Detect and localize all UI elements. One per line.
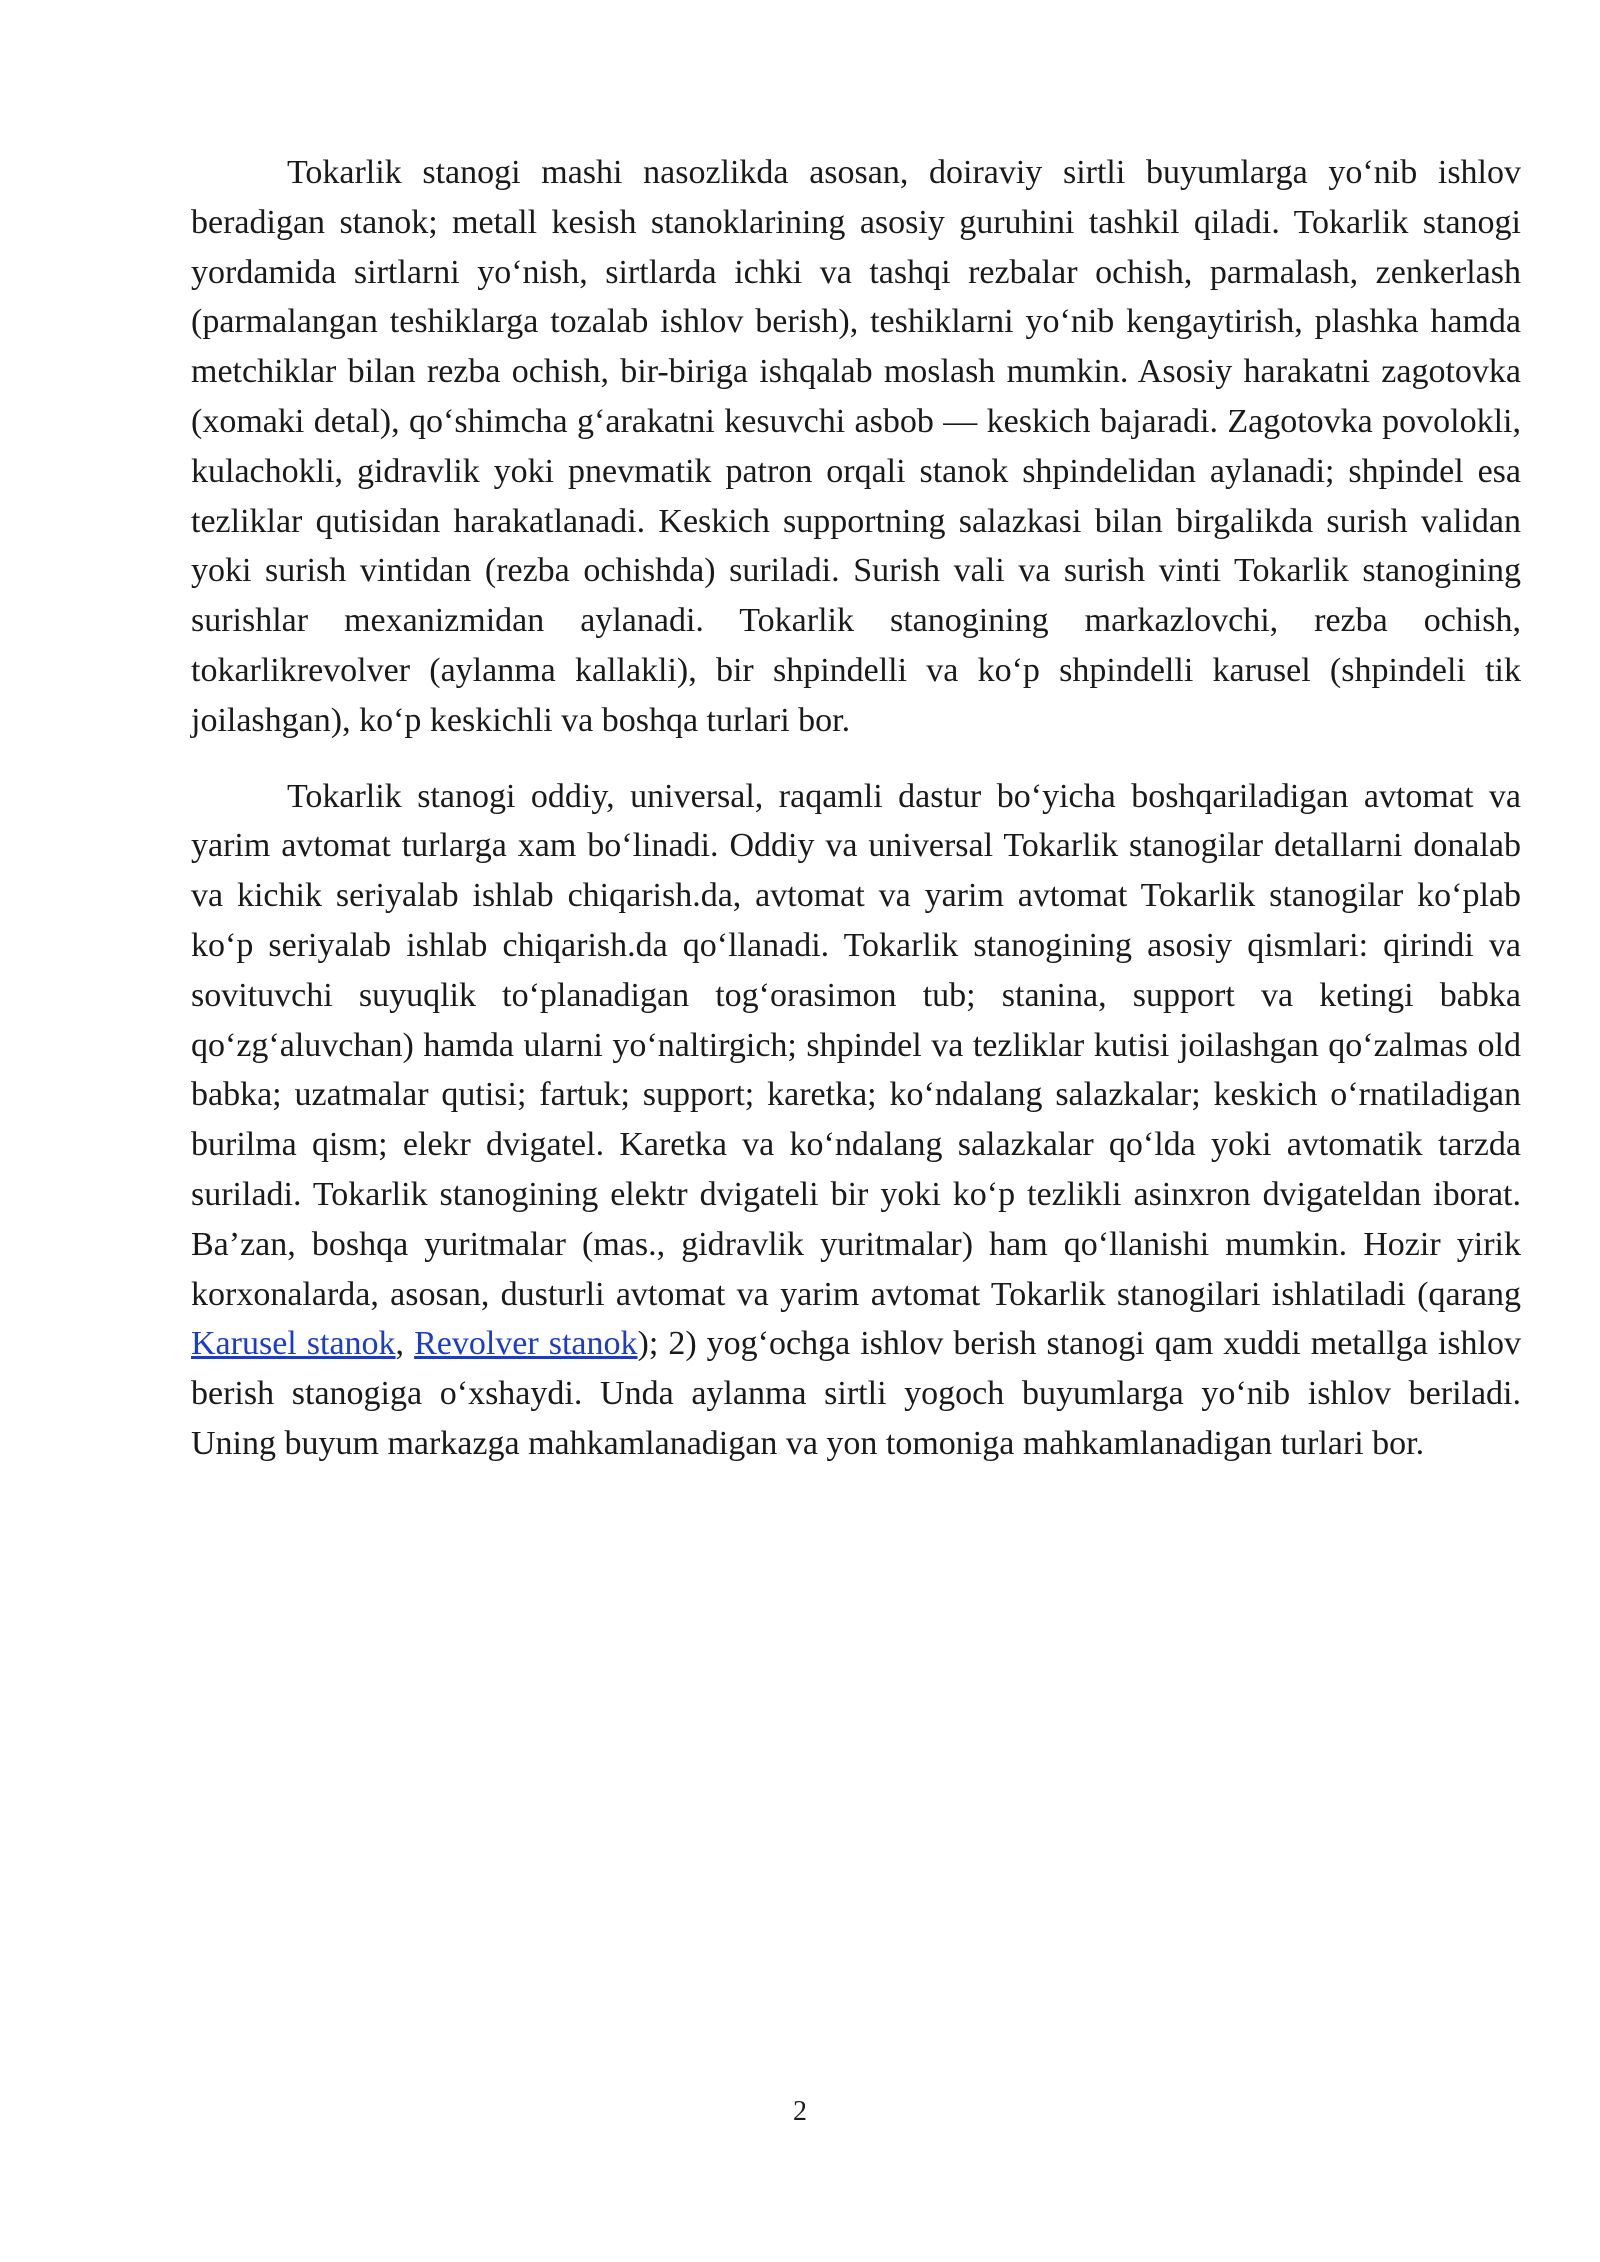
paragraph-2: [191, 772, 1521, 1469]
karusel-stanok-link[interactable]: Karusel stanok: [191, 1325, 396, 1363]
link-separator: ,: [395, 1325, 415, 1363]
paragraph-2-text-end: ); 2) yog‘ochga ishlov berish stanogi qam xuddi metallga ishlov berish stanogiga o‘xshaydi. Unda aylanma sirtli yogoch buyumlarga yo‘nib ishlov beriladi. Uning buyum markazga mahkamlanadigan va yon tomoniga mahkamlanadigan turlari bor.: [191, 1325, 1521, 1462]
paragraph-1: Tokarlik stanogi mashi nasozlikda asosan, doiraviy sirtli buyumlarga yo‘nib ishlov beradigan stanok; metall kesish stanoklarining asosiy guruhini tashkil qiladi. Tokarlik stanogi yordamida sirtlarni yo‘nish, sirtlarda ichki va tashqi rezbalar ochish, parmalash, zenkerlash (parmalangan teshiklarga tozalab ishlov berish), teshiklarni yo‘nib kengaytirish, plashka hamda metchiklar bilan rezba ochish, bir-biriga ishqalab moslash mumkin. Asosiy harakatni zagotovka (xomaki detal), qo‘shimcha g‘arakatni kesuvchi asbob — keskich bajaradi. Zagotovka povolokli, kulachokli, gidravlik yoki pnevmatik patron orqali stanok shpindelidan aylanadi; shpindel esa tezliklar qutisidan harakatlanadi. Keskich supportning salazkasi bilan birgalikda surish validan yoki surish vintidan (rezba ochishda) suriladi. Surish vali va surish vinti Tokarlik stanogining surishlar mexanizmidan aylanadi. Tokarlik stanogining markazlovchi, rezba ochish, tokarlikrevolver (aylanma kallakli), bir shpindelli va ko‘p shpindelli karusel (shpindeli tik joilashgan), ko‘p keskichli va boshqa turlari bor.: [191, 154, 1521, 739]
revolver-stanok-link[interactable]: Revolver stanok: [414, 1325, 638, 1363]
document-body: [191, 148, 1521, 1495]
paragraph-2-text-start: Tokarlik stanogi oddiy, universal, raqamli dastur bo‘yicha boshqariladigan avtomat va yarim avtomat turlarga xam bo‘linadi. Oddiy va universal Tokarlik stanogilar detallarni donalab va kichik seriyalab ishlab chiqarish.da, avtomat va yarim avtomat Tokarlik stanogilar ko‘plab ko‘p seriyalab ishlab chiqarish.da qo‘llanadi. Tokarlik stanogining asosiy qismlari: qirindi va sovituvchi suyuqlik to‘planadigan tog‘orasimon tub; stanina, support va ketingi babka qo‘zg‘aluvchan) hamda ularni yo‘naltirgich; shpindel va tezliklar kutisi joilashgan qo‘zalmas old babka; uzatmalar qutisi; fartuk; support; karetka; ko‘ndalang salazkalar; keskich o‘rnatiladigan burilma qism; elekr dvigatel. Karetka va ko‘ndalang salazkalar qo‘lda yoki avtomatik tarzda suriladi. Tokarlik stanogining elektr dvigateli bir yoki ko‘p tezlikli asinxron dvigateldan iborat. Ba’zan, boshqa yuritmalar (mas., gidravlik yuritmalar) ham qo‘llanishi mumkin. Hozir yirik korxonalarda, asosan, dusturli avtomat va yarim avtomat Tokarlik stanogilari ishlatiladi (qarang: [191, 777, 1521, 1313]
page-number: 2: [793, 2096, 807, 2127]
